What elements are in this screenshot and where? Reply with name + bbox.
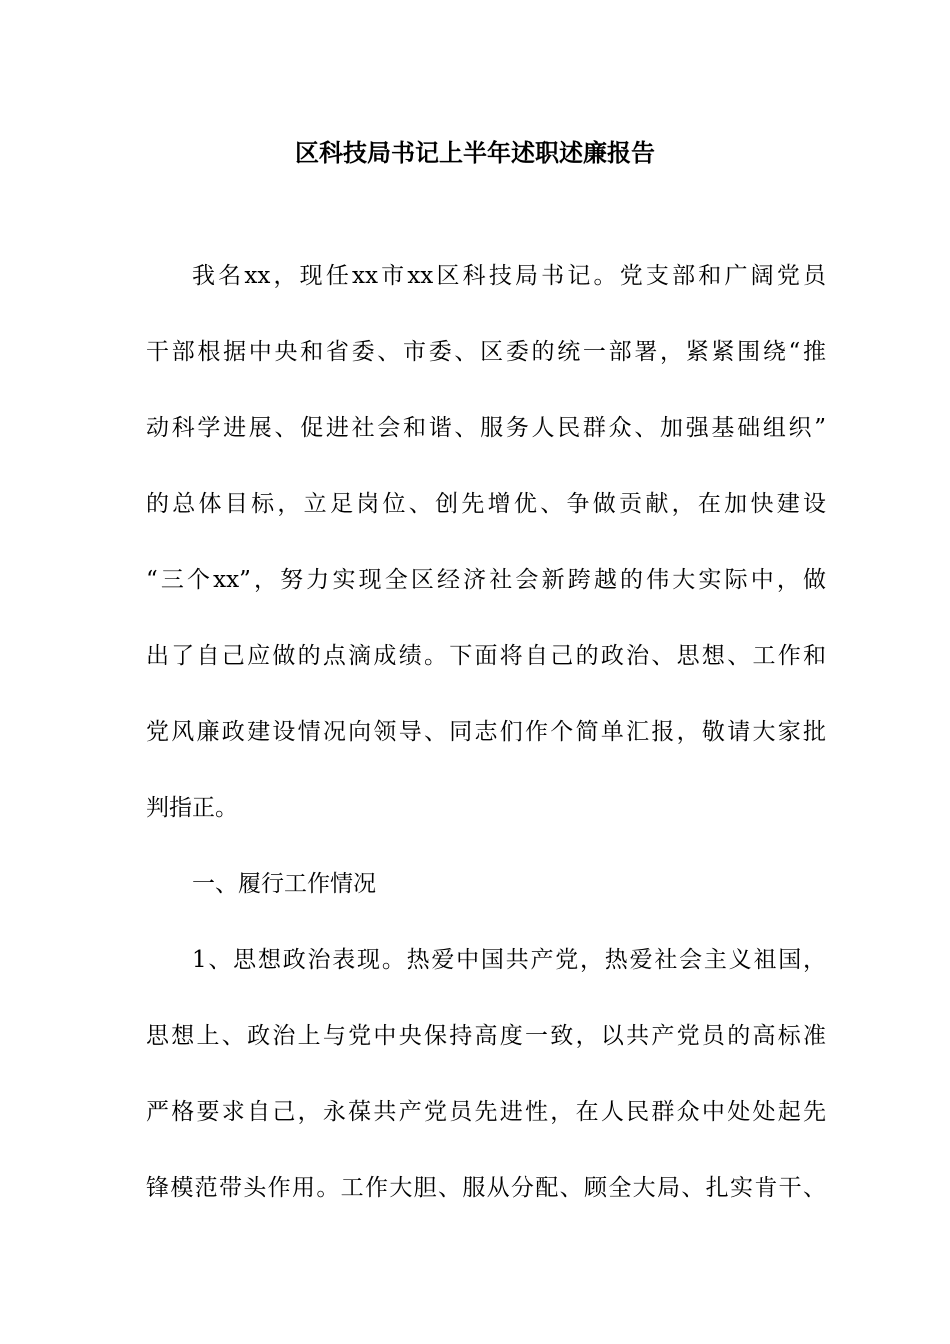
document-body bbox=[146, 257, 826, 1245]
paragraph-line-1: 我名xx，现任xx市xx区科技局书记。党支部和广阔党员 bbox=[192, 263, 826, 289]
paragraph-line-5: “三个xx”，努力实现全区经济社会新跨越的伟大实际中，做 bbox=[146, 567, 826, 593]
paragraph-line-11: 思想上、政治上与党中央保持高度一致，以共产党员的高标准 bbox=[146, 1023, 826, 1049]
paragraph-line-7: 党风廉政建设情况向领导、同志们作个简单汇报，敬请大家批 bbox=[146, 719, 826, 745]
paragraph-line-6: 出了自己应做的点滴成绩。下面将自己的政治、思想、工作和 bbox=[146, 643, 826, 669]
paragraph-line-13: 锋模范带头作用。工作大胆、服从分配、顾全大局、扎实肯干、 bbox=[146, 1175, 826, 1201]
section-heading: 一、履行工作情况 bbox=[192, 871, 376, 897]
paragraph-line-12: 严格要求自己，永葆共产党员先进性，在人民群众中处处起先 bbox=[146, 1099, 826, 1125]
paragraph-line-4: 的总体目标，立足岗位、创先增优、争做贡献，在加快建设 bbox=[146, 491, 826, 517]
paragraph-line-3: 动科学进展、促进社会和谐、服务人民群众、加强基础组织” bbox=[146, 415, 826, 441]
document-title: 区科技局书记上半年述职述廉报告 bbox=[295, 138, 655, 167]
paragraph-line-8: 判指正。 bbox=[146, 795, 238, 821]
paragraph-line-10: 1、思想政治表现。热爱中国共产党，热爱社会主义祖国， bbox=[192, 947, 826, 973]
paragraph-line-2: 干部根据中央和省委、市委、区委的统一部署，紧紧围绕“推 bbox=[146, 339, 826, 365]
